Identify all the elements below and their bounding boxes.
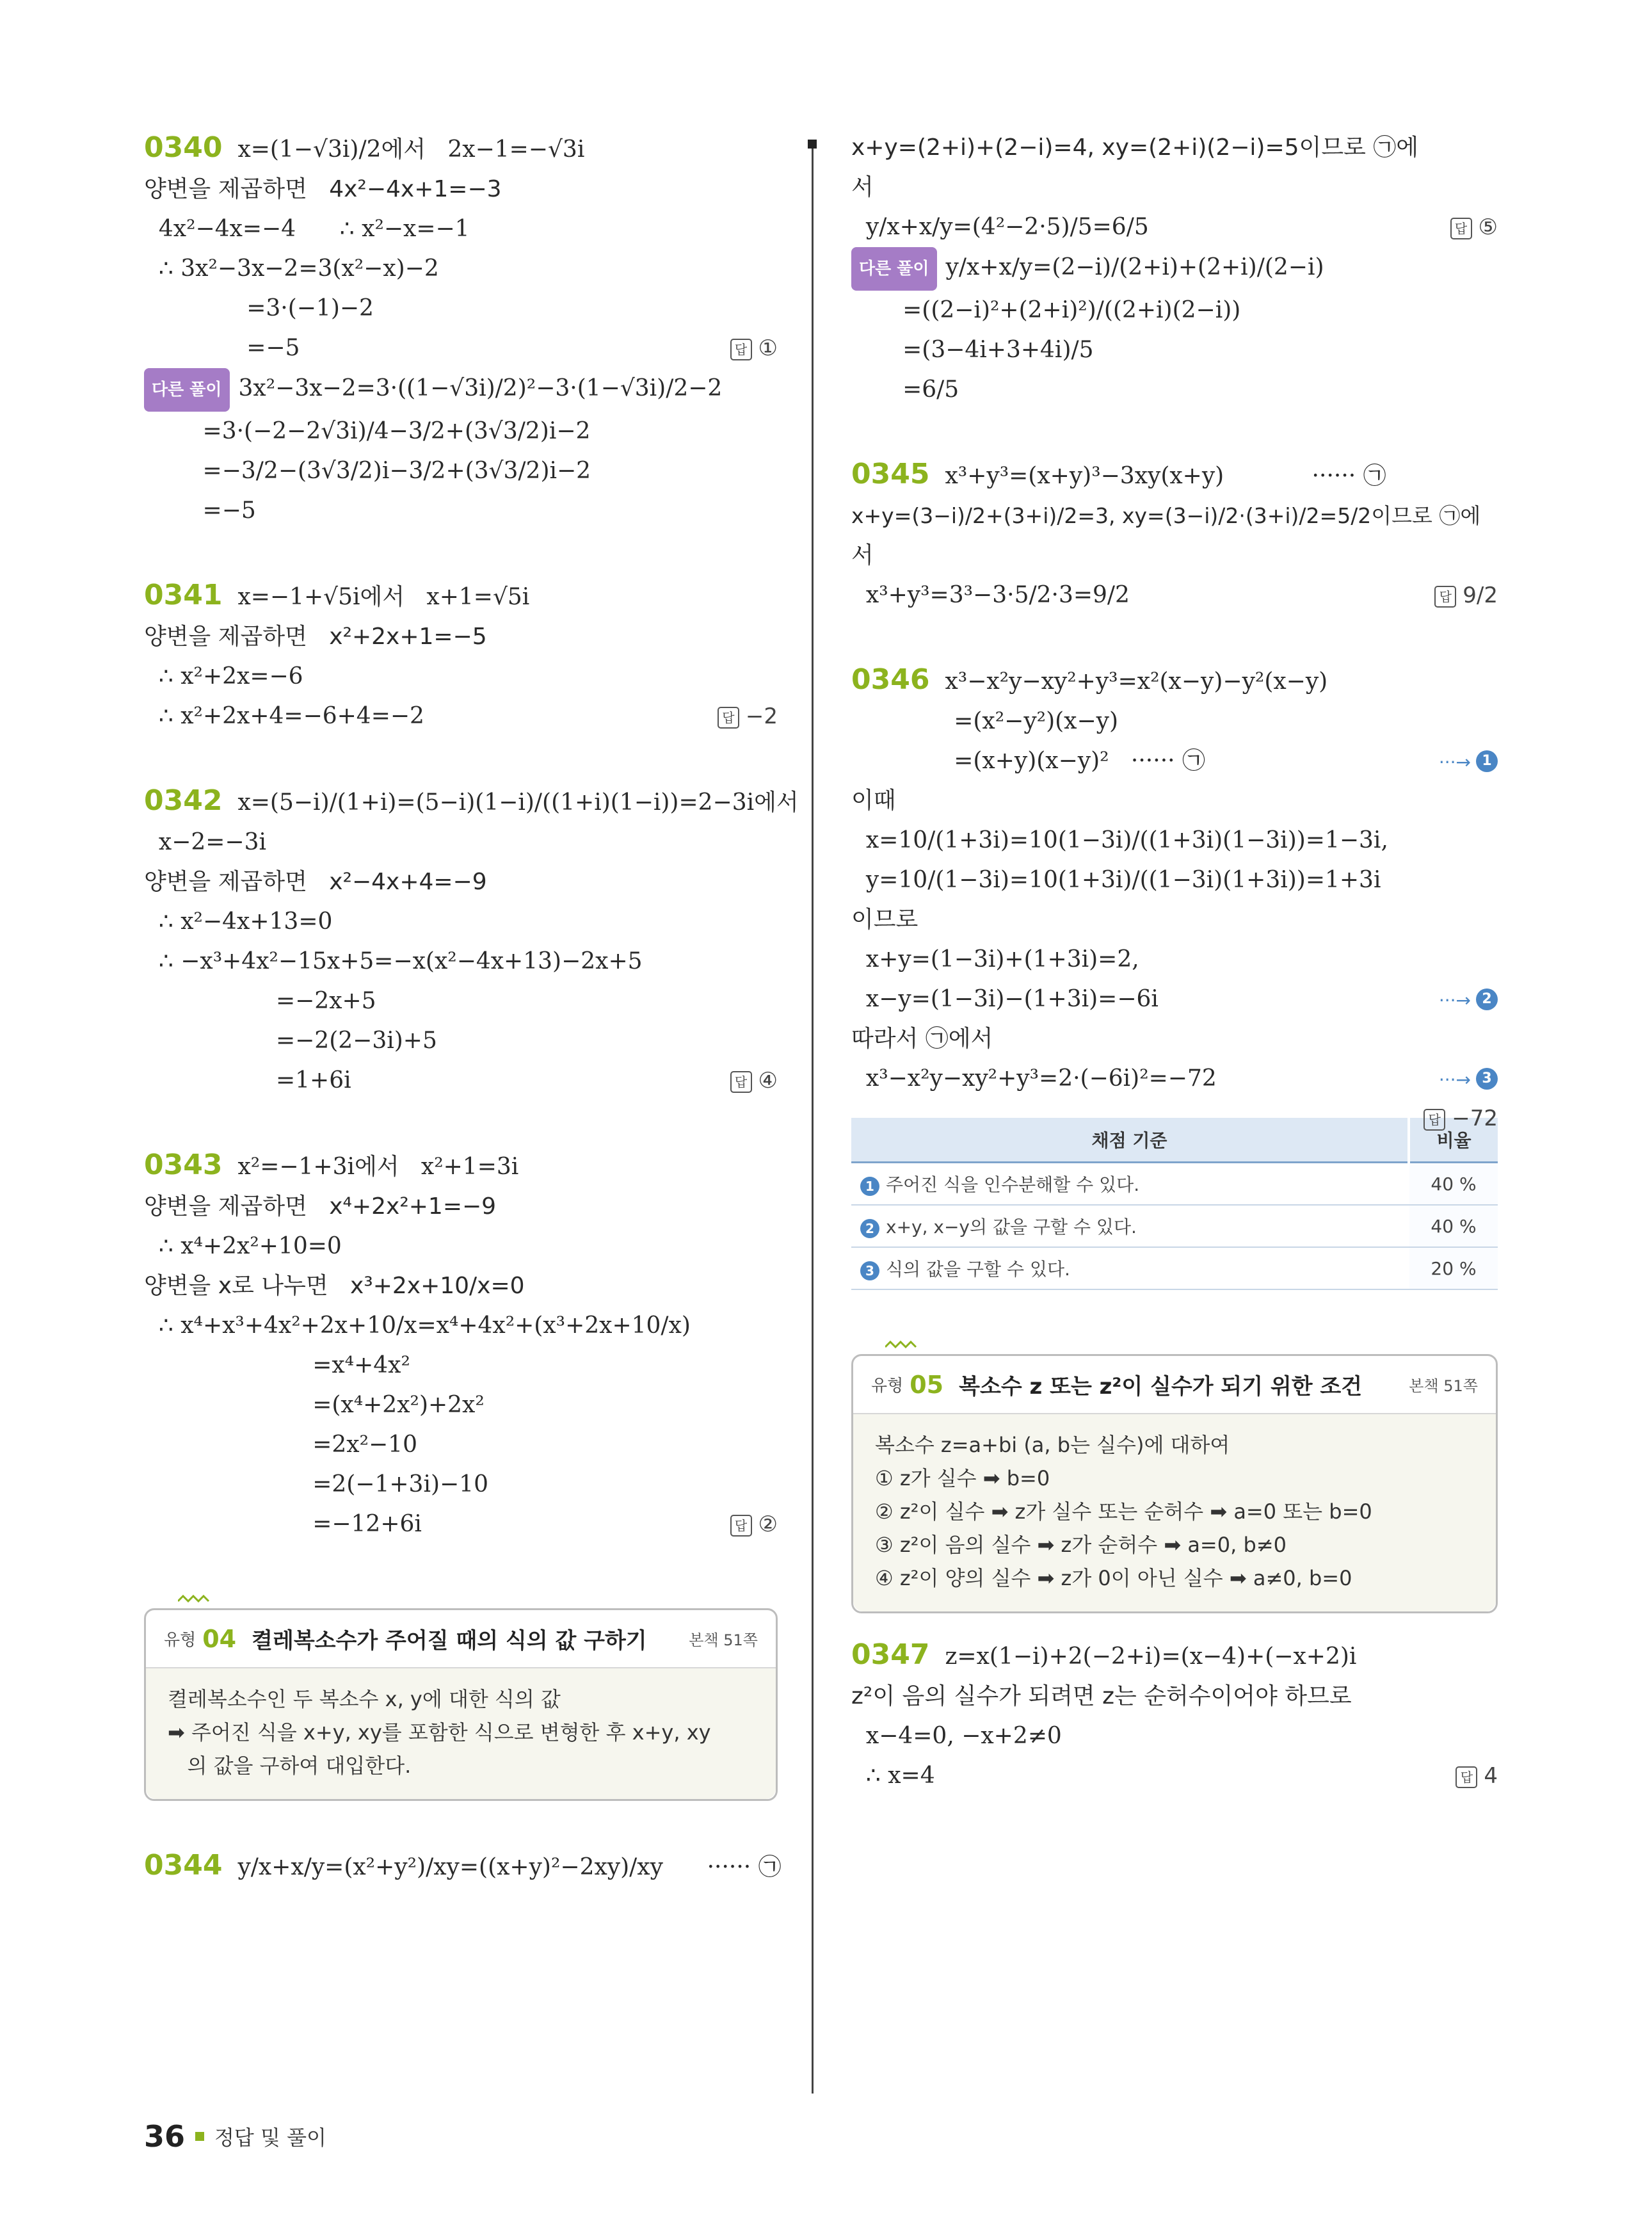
answer <box>730 1505 778 1544</box>
footer-text: 정답 및 풀이 <box>214 2126 326 2150</box>
type-number: 04 <box>202 1624 237 1653</box>
solution-line-final <box>144 1061 778 1101</box>
solution-line-final <box>144 1505 778 1544</box>
answer-icon: 답 <box>1434 586 1456 608</box>
problem-0342 <box>144 781 799 1101</box>
type-label: 유형 <box>871 1376 904 1396</box>
solution-line: 이므로 <box>851 907 918 933</box>
solution-line-final <box>851 207 1498 247</box>
problem-0343 <box>144 1145 778 1544</box>
grading-row <box>851 1205 1498 1247</box>
grading-criteria <box>851 1247 1409 1289</box>
solution-line: 따라서 ㉠에서 <box>851 1026 993 1052</box>
step-arrow-icon: ···→ <box>1438 990 1471 1011</box>
solution-line: =−5 <box>144 335 300 361</box>
type-number: 05 <box>910 1370 944 1399</box>
type-body-line: 의 값을 구하여 대입한다. <box>168 1754 412 1778</box>
step-arrow-icon: ···→ <box>1438 1069 1471 1090</box>
solution-line: x−2=−3i <box>144 829 267 855</box>
spacer <box>144 1544 778 1589</box>
problem-line <box>144 128 778 170</box>
grading-header-ratio: 비율 <box>1409 1118 1498 1163</box>
answer-value: −72 <box>1452 1106 1498 1131</box>
problem-number: 0341 <box>144 579 223 611</box>
solution-line: ∴ x²−4x+13=0 <box>144 908 333 935</box>
solution-line: =−2(2−3i)+5 <box>144 1028 437 1054</box>
answer <box>1434 576 1498 615</box>
page-footer <box>144 2119 326 2154</box>
alt-solution-text: y/x+x/y=(2−i)/(2+i)+(2+i)/(2−i) <box>945 254 1324 280</box>
solution-line: 양변을 제곱하면 4x²−4x+1=−3 <box>144 176 502 202</box>
solution-line: y=10/(1−3i)=10(1+3i)/((1−3i)(1+3i))=1+3i <box>851 867 1381 893</box>
solution-line: 서 <box>851 542 874 569</box>
type-body <box>146 1668 776 1799</box>
solution-line: =(x²−y²)(x−y) <box>851 708 1119 734</box>
type-box-04 <box>144 1608 778 1801</box>
solution-line: 이때 <box>851 787 896 814</box>
solution-line: x+y=(3−i)/2+(3+i)/2=3, xy=(3−i)/2·(3+i)/2=5/2이므로 ㉠에 <box>851 503 1481 528</box>
solution-line-final <box>851 1756 1498 1796</box>
grading-criteria <box>851 1163 1409 1206</box>
spacer <box>851 615 1498 660</box>
solution-line: x−y=(1−3i)−(1+3i)=−6i <box>851 986 1159 1012</box>
grading-text: 식의 값을 구할 수 있다. <box>886 1259 1070 1280</box>
solution-line: =x⁴+4x² <box>144 1352 410 1378</box>
spacer <box>144 1101 778 1145</box>
grading-text: x+y, x−y의 값을 구할 수 있다. <box>886 1216 1137 1238</box>
grading-pct: 40 % <box>1409 1205 1498 1247</box>
solution-line-final <box>851 576 1498 615</box>
solution-line: ∴ x²+2x+4=−6+4=−2 <box>144 703 424 729</box>
type-body-line: ③ z²이 음의 실수 ➡ z가 순허수 ➡ a=0, b≠0 <box>875 1533 1287 1557</box>
grading-header-criteria: 채점 기준 <box>851 1118 1409 1163</box>
answer <box>1423 1099 1498 1138</box>
spacer <box>851 1290 1498 1335</box>
solution-line: x=10/(1+3i)=10(1−3i)/((1+3i)(1−3i))=1−3i, <box>851 827 1388 853</box>
left-column <box>144 128 799 1887</box>
solution-line: x+y=(2+i)+(2−i)=4, xy=(2+i)(2−i)=5이므로 ㉠에 <box>851 134 1419 161</box>
step-marker: 2 <box>860 1219 879 1238</box>
answer-icon: 답 <box>1450 218 1472 239</box>
answer-value: 4 <box>1484 1763 1498 1789</box>
grading-criteria <box>851 1205 1409 1247</box>
problem-0347 <box>851 1635 1498 1796</box>
type-box-05 <box>851 1354 1498 1613</box>
type-reference: 본책 51쪽 <box>689 1631 758 1649</box>
answer <box>730 1061 778 1101</box>
type-label: 유형 <box>164 1631 196 1650</box>
solution-line: 양변을 제곱하면 x²−4x+4=−9 <box>144 869 487 895</box>
alt-solution-line <box>144 368 778 412</box>
solution-line-final <box>144 328 778 368</box>
solution-line: z²이 음의 실수가 되려면 z는 순허수이어야 하므로 <box>851 1683 1352 1709</box>
type-header <box>146 1610 776 1668</box>
problem-number: 0346 <box>851 663 930 696</box>
problem-line <box>144 1145 778 1187</box>
answer-value: −2 <box>745 704 778 729</box>
alt-solution-line: =(3−4i+3+4i)/5 <box>851 337 1094 363</box>
answer-value: ④ <box>758 1068 778 1093</box>
answer-value: ⑤ <box>1478 214 1498 240</box>
type-reference: 본책 51쪽 <box>1409 1377 1478 1395</box>
solution-line: x³+y³=(x+y)³−3xy(x+y) ······ ㉠ <box>945 463 1386 489</box>
answer-icon: 답 <box>718 707 739 729</box>
alt-solution-line: =6/5 <box>851 376 959 403</box>
solution-line: =(x⁴+2x²)+2x² <box>144 1392 485 1418</box>
alt-solution-line: =−3/2−(3√3/2)i−3/2+(3√3/2)i−2 <box>144 458 591 484</box>
type-title: 켤레복소수가 주어질 때의 식의 값 구하기 <box>252 1628 647 1654</box>
type-body-line: ➡ 주어진 식을 x+y, xy를 포함한 식으로 변형한 후 x+y, xy <box>168 1720 711 1745</box>
answer <box>718 697 778 736</box>
alt-solution-text: 3x²−3x−2=3·((1−√3i)/2)²−3·(1−√3i)/2−2 <box>238 375 723 401</box>
answer-icon: 답 <box>730 1515 752 1537</box>
problem-line <box>144 1846 782 1887</box>
answer <box>730 328 778 368</box>
type-body-line: ② z²이 실수 ➡ z가 실수 또는 순허수 ➡ a=0 또는 b=0 <box>875 1499 1372 1524</box>
type-body-line: 복소수 z=a+bi (a, b는 실수)에 대하여 <box>875 1433 1230 1457</box>
page-number: 36 <box>144 2119 186 2154</box>
grading-pct: 40 % <box>1409 1163 1498 1206</box>
grading-text: 주어진 식을 인수분해할 수 있다. <box>886 1174 1140 1195</box>
grading-row <box>851 1247 1498 1289</box>
problem-0340 <box>144 128 778 531</box>
column-divider-marker <box>808 140 817 149</box>
solution-line-final <box>144 697 778 736</box>
alt-solution-badge: 다른 풀이 <box>144 368 230 412</box>
type-body-line: 켤레복소수인 두 복소수 x, y에 대한 식의 값 <box>168 1687 561 1711</box>
right-column <box>851 128 1498 1796</box>
solution-line: =−2x+5 <box>144 988 376 1014</box>
solution-line: =2(−1+3i)−10 <box>144 1471 488 1497</box>
solution-line: =−12+6i <box>144 1511 422 1537</box>
step-marker: 3 <box>860 1261 879 1280</box>
solution-line-step <box>851 980 1498 1019</box>
solution-line: x²=−1+3i에서 x²+1=3i <box>237 1154 519 1180</box>
step-arrow-icon: ···→ <box>1438 752 1471 773</box>
alt-solution-badge: 다른 풀이 <box>851 247 937 291</box>
problem-number: 0347 <box>851 1638 930 1671</box>
solution-line: 4x²−4x=−4 ∴ x²−x=−1 <box>144 216 470 242</box>
type-body-line: ④ z²이 양의 실수 ➡ z가 0이 아닌 실수 ➡ a≠0, b=0 <box>875 1566 1352 1590</box>
solution-line: 양변을 제곱하면 x⁴+2x²+1=−9 <box>144 1193 497 1220</box>
solution-line: =(x+y)(x−y)² ······ ㉠ <box>851 748 1206 774</box>
solution-line: ∴ 3x²−3x−2=3(x²−x)−2 <box>144 255 439 282</box>
solution-line: ∴ x=4 <box>851 1763 935 1789</box>
answer <box>1450 207 1498 247</box>
solution-line: x−4=0, −x+2≠0 <box>851 1723 1062 1749</box>
problem-0345 <box>851 455 1498 615</box>
type-body-line: ① z가 실수 ➡ b=0 <box>875 1466 1050 1490</box>
answer-value: 9/2 <box>1463 583 1498 608</box>
problem-line <box>144 576 778 617</box>
answer-icon: 답 <box>730 1071 752 1093</box>
type-body <box>853 1414 1496 1611</box>
solution-line: 서 <box>851 174 874 200</box>
solution-line: x+y=(1−3i)+(1+3i)=2, <box>851 946 1139 972</box>
solution-line: x=(5−i)/(1+i)=(5−i)(1−i)/((1+i)(1−i))=2−3i에서 <box>237 789 799 816</box>
problem-line <box>851 455 1498 496</box>
problem-0344 <box>144 1846 782 1887</box>
spacer <box>144 1801 778 1846</box>
problem-0344-continued <box>851 128 1498 410</box>
solution-line: =2x²−10 <box>144 1432 417 1458</box>
alt-solution-line: =3·(−2−2√3i)/4−3/2+(3√3/2)i−2 <box>144 418 591 444</box>
answer-icon: 답 <box>730 339 752 360</box>
alt-solution-line: =−5 <box>144 497 256 524</box>
solution-line: ∴ x⁴+x³+4x²+2x+10/x=x⁴+4x²+(x³+2x+10/x) <box>144 1312 691 1339</box>
column-divider <box>812 141 814 2094</box>
solution-line-step <box>851 1059 1498 1099</box>
solution-line: z=x(1−i)+2(−2+i)=(x−4)+(−x+2)i <box>945 1643 1357 1670</box>
wave-icon <box>178 1592 210 1605</box>
spacer <box>851 410 1498 455</box>
spacer <box>144 736 778 781</box>
type-title: 복소수 z 또는 z²이 실수가 되기 위한 조건 <box>959 1374 1363 1400</box>
step-marker: 3 <box>1476 1068 1498 1090</box>
solution-line: ∴ x²+2x=−6 <box>144 663 303 690</box>
grading-row <box>851 1163 1498 1206</box>
problem-number: 0344 <box>144 1849 223 1882</box>
solution-line: x³−x²y−xy²+y³=x²(x−y)−y²(x−y) <box>945 668 1328 695</box>
step-marker: 2 <box>1476 988 1498 1010</box>
solution-line: 양변을 x로 나누면 x³+2x+10/x=0 <box>144 1273 525 1299</box>
problem-line <box>144 781 799 823</box>
alt-solution-line <box>851 247 1498 291</box>
grading-table <box>851 1118 1498 1290</box>
spacer <box>144 531 778 576</box>
solution-line: 양변을 제곱하면 x²+2x+1=−5 <box>144 624 487 650</box>
solution-line: x=−1+√5i에서 x+1=√5i <box>237 584 530 610</box>
solution-line-step <box>851 741 1498 781</box>
solution-line: =1+6i <box>144 1067 351 1093</box>
solution-line: =3·(−1)−2 <box>144 295 374 321</box>
problem-0346 <box>851 660 1498 1290</box>
solution-line: x=(1−√3i)/2에서 2x−1=−√3i <box>237 136 585 163</box>
step-marker: 1 <box>860 1177 879 1196</box>
solution-line: x³−x²y−xy²+y³=2·(−6i)²=−72 <box>851 1065 1217 1092</box>
problem-number: 0343 <box>144 1149 223 1181</box>
answer-icon: 답 <box>1456 1766 1477 1788</box>
solution-line: y/x+x/y=(x²+y²)/xy=((x+y)²−2xy)/xy ······ ㉠ <box>237 1854 782 1880</box>
problem-line <box>851 1635 1498 1677</box>
wave-icon <box>885 1338 917 1351</box>
grading-pct: 20 % <box>1409 1247 1498 1289</box>
spacer <box>851 1613 1498 1635</box>
answer-value: ① <box>758 335 778 361</box>
problem-number: 0345 <box>851 458 930 490</box>
problem-line <box>851 660 1498 702</box>
answer <box>1456 1756 1498 1796</box>
footer-square-icon <box>195 2132 204 2141</box>
solution-line: ∴ −x³+4x²−15x+5=−x(x²−4x+13)−2x+5 <box>144 948 643 974</box>
grading-header-row <box>851 1118 1498 1163</box>
type-header <box>853 1356 1496 1414</box>
solution-line: x³+y³=3³−3·5/2·3=9/2 <box>851 582 1130 608</box>
alt-solution-line: =((2−i)²+(2+i)²)/((2+i)(2−i)) <box>851 297 1241 323</box>
answer-icon: 답 <box>1423 1109 1445 1131</box>
step-marker: 1 <box>1476 750 1498 772</box>
solution-line: ∴ x⁴+2x²+10=0 <box>144 1233 342 1259</box>
solution-line: y/x+x/y=(4²−2·5)/5=6/5 <box>851 214 1149 240</box>
problem-0341 <box>144 576 778 736</box>
problem-number: 0342 <box>144 784 223 817</box>
problem-number: 0340 <box>144 131 223 164</box>
answer-value: ② <box>758 1512 778 1537</box>
